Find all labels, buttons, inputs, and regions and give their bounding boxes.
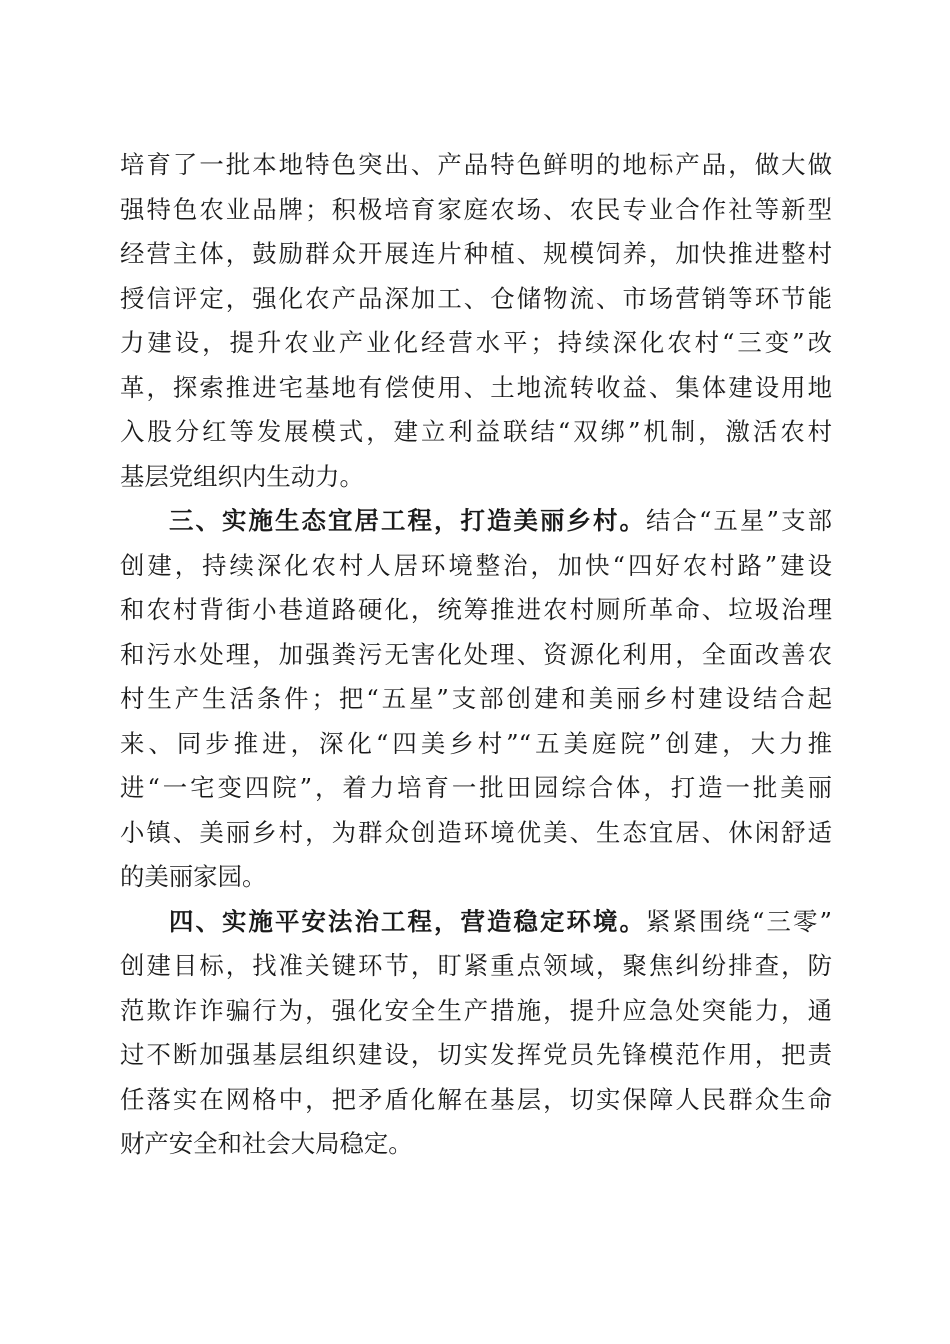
paragraph-ecological (120, 499, 832, 900)
first-line-text: 紧紧围绕“三零” (645, 906, 832, 936)
text-line: 创建目标，找准关键环节，盯紧重点领域，聚焦纠纷排查，防 (120, 951, 832, 980)
text-line: 基层党组织内生动力。 (120, 461, 364, 491)
text-line: 革，探索推进宅基地有偿使用、土地流转收益、集体建设用地 (120, 372, 832, 402)
text-line: 的美丽家园。 (120, 862, 267, 891)
paragraph-industry (120, 143, 832, 499)
first-line-text: 结合“五星”支部 (645, 506, 832, 535)
text-line: 任落实在网格中，把矛盾化解在基层，切实保障人民群众生命 (120, 1084, 832, 1114)
text-line: 小镇、美丽乡村，为群众创造环境优美、生态宜居、休闲舒适 (120, 817, 832, 847)
paragraph-first-line (120, 900, 832, 945)
section-heading: 四、实施平安法治工程，营造稳定环境。 (169, 906, 646, 936)
text-line: 创建，持续深化农村人居环境整治，加快“四好农村路”建设 (120, 550, 832, 580)
text-line: 强特色农业品牌；积极培育家庭农场、农民专业合作社等新型 (120, 194, 832, 224)
text-line: 培育了一批本地特色突出、产品特色鲜明的地标产品，做大做 (120, 150, 832, 179)
text-line: 村生产生活条件；把“五星”支部创建和美丽乡村建设结合起 (120, 684, 832, 713)
text-line: 和农村背街小巷道路硬化，统筹推进农村厕所革命、垃圾治理 (120, 595, 832, 624)
text-line: 过不断加强基层组织建设，切实发挥党员先锋模范作用，把责 (120, 1040, 832, 1069)
text-line: 范欺诈诈骗行为，强化安全生产措施，提升应急处突能力，通 (120, 995, 832, 1025)
text-line: 力建设，提升农业产业化经营水平；持续深化农村“三变”改 (120, 328, 832, 357)
text-line: 进“一宅变四院”，着力培育一批田园综合体，打造一批美丽 (120, 773, 832, 802)
paragraph-first-line (120, 499, 832, 544)
text-line: 财产安全和社会大局稳定。 (120, 1129, 413, 1158)
text-line: 入股分红等发展模式，建立利益联结“双绑”机制，激活农村 (120, 417, 832, 446)
text-line: 经营主体，鼓励群众开展连片种植、规模饲养，加快推进整村 (120, 239, 832, 268)
text-line: 授信评定，强化农产品深加工、仓储物流、市场营销等环节能 (120, 283, 832, 313)
document-body (120, 143, 832, 1167)
paragraph-safety (120, 900, 832, 1167)
section-heading: 三、实施生态宜居工程，打造美丽乡村。 (169, 506, 646, 535)
text-line: 和污水处理，加强粪污无害化处理、资源化利用，全面改善农 (120, 639, 832, 669)
text-line: 来、同步推进，深化“四美乡村”“五美庭院”创建，大力推 (120, 728, 832, 758)
